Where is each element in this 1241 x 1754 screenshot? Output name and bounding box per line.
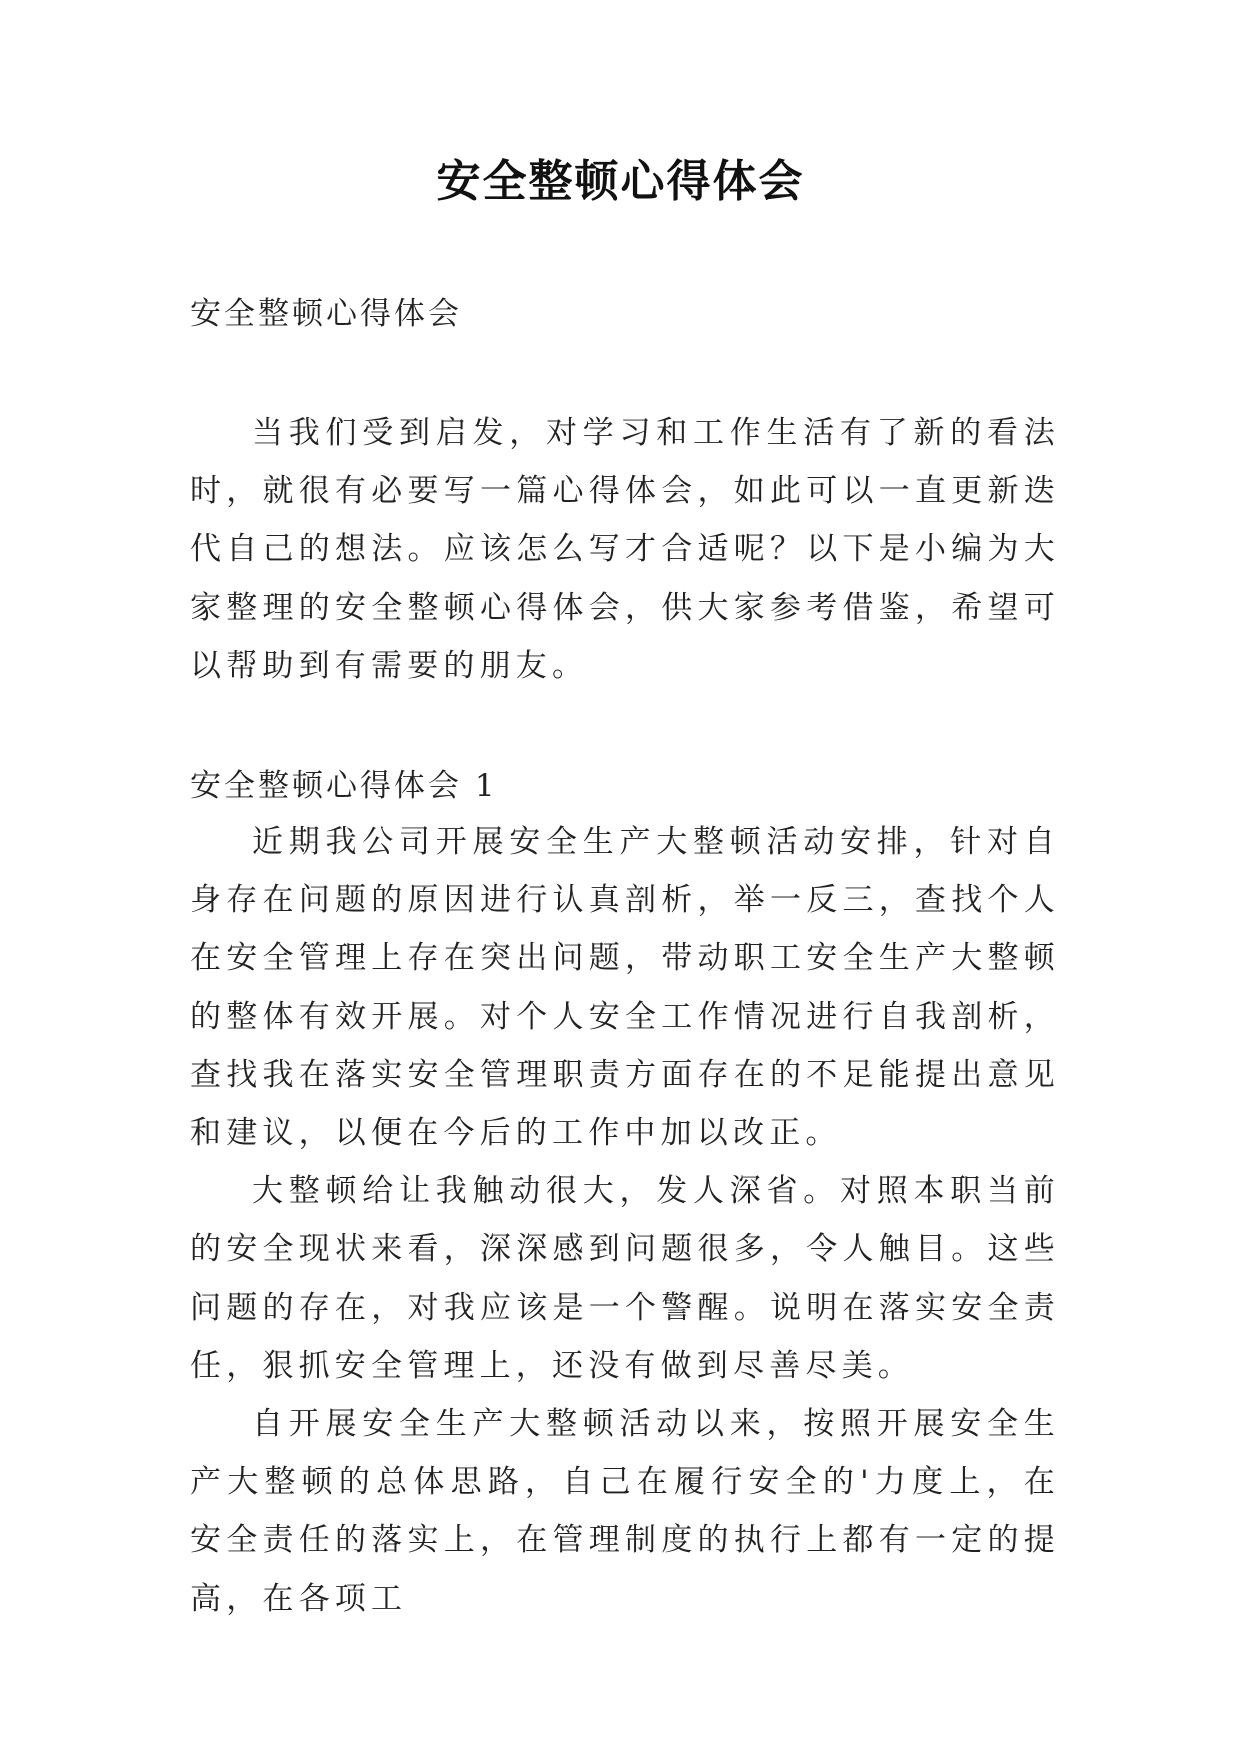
intro-section: [190, 404, 1060, 695]
document-title: 安全整顿心得体会: [436, 156, 805, 207]
body-paragraph: 大整顿给让我触动很大，发人深省。对照本职当前的安全现状来看，深深感到问题很多，令人触目。这些问题的存在，对我应该是一个警醒。说明在落实安全责任，狠抓安全管理上，还没有做到尽善尽美。: [190, 1173, 1060, 1384]
intro-paragraph: 当我们受到启发，对学习和工作生活有了新的看法时，就很有必要写一篇心得体会，如此可以一直更新迭代自己的想法。应该怎么写才合适呢？以下是小编为大家整理的安全整顿心得体会，供大家参考借鉴，希望可以帮助到有需要的朋友。: [190, 415, 1060, 684]
document-subtitle: 安全整顿心得体会: [190, 296, 462, 332]
section-heading: 安全整顿心得体会 1: [190, 768, 498, 804]
body-paragraph: 近期我公司开展安全生产大整顿活动安排，针对自身存在问题的原因进行认真剖析，举一反三，查找个人在安全管理上存在突出问题，带动职工安全生产大整顿的整体有效开展。对个人安全工作情况进行自我剖析，查找我在落实安全管理职责方面存在的不足能提出意见和建议，以便在今后的工作中加以改正。: [190, 824, 1060, 1152]
body-paragraph: 自开展安全生产大整顿活动以来，按照开展安全生产大整顿的总体思路，自己在履行安全的'力度上，在安全责任的落实上，在管理制度的执行上都有一定的提高，在各项工: [190, 1406, 1060, 1617]
section-body: [190, 813, 1060, 1628]
